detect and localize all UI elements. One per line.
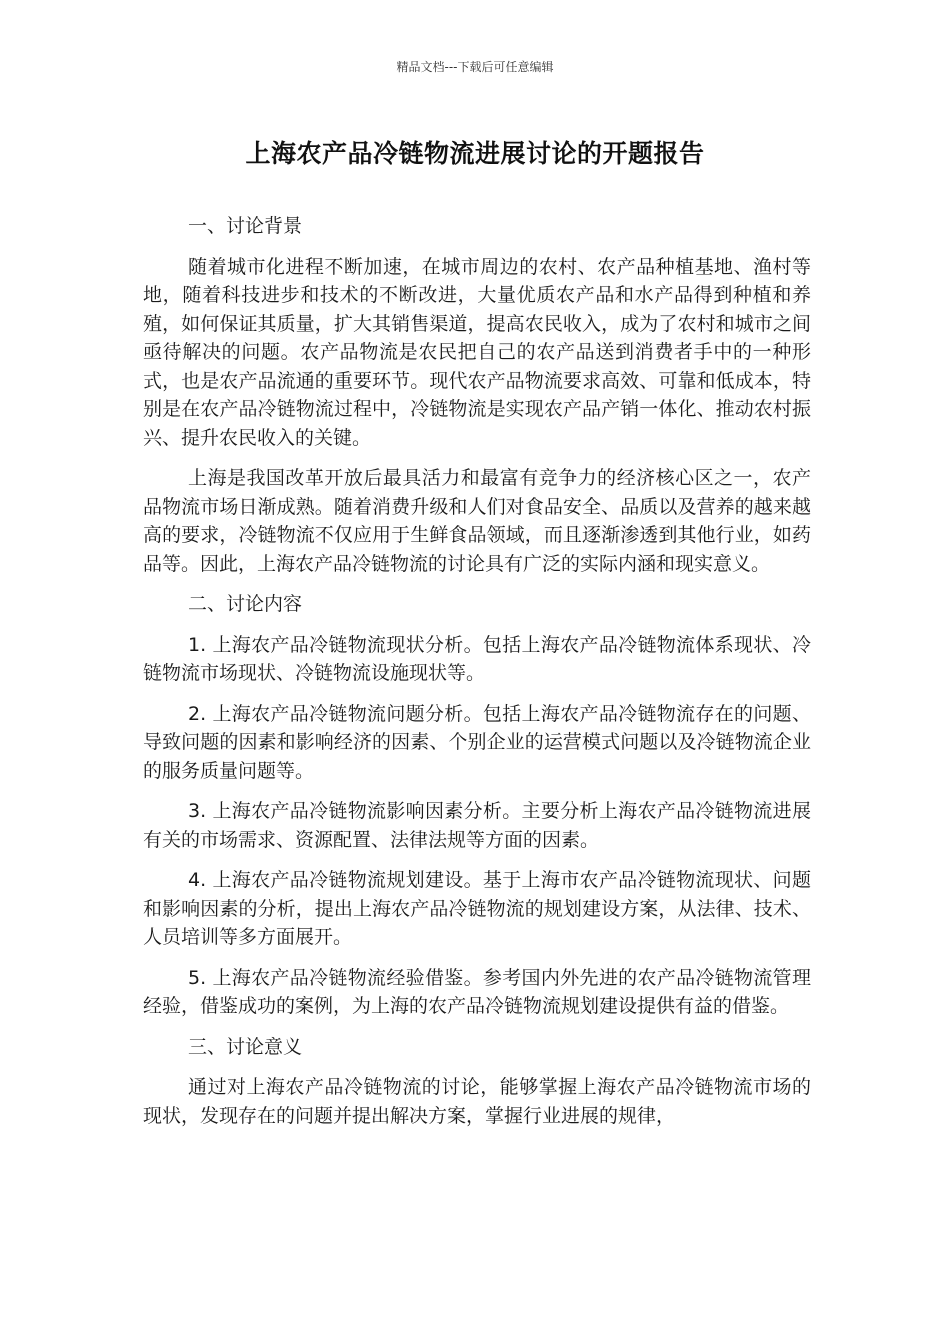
section-heading-background: 一、讨论背景 bbox=[188, 215, 303, 237]
paragraph: 上海是我国改革开放后最具活力和最富有竞争力的经济核心区之一，农产品物流市场日渐成熟。随着消费升级和人们对食品安全、品质以及营养的越来越高的要求，冷链物流不仅应用于生鲜食品领域，而且逐渐渗透到其他行业，如药品等。因此，上海农产品冷链物流的讨论具有广泛的实际内涵和现实意义。 bbox=[143, 467, 811, 575]
header-note: 精品文档---下载后可任意编辑 bbox=[396, 60, 554, 74]
list-item-paragraph: 2. 上海农产品冷链物流问题分析。包括上海农产品冷链物流存在的问题、导致问题的因素和影响经济的因素、个别企业的运营模式问题以及冷链物流企业的服务质量问题等。 bbox=[143, 702, 811, 782]
list-item-paragraph: 4. 上海农产品冷链物流规划建设。基于上海市农产品冷链物流现状、问题和影响因素的分析，提出上海农产品冷链物流的规划建设方案，从法律、技术、人员培训等多方面展开。 bbox=[143, 869, 811, 948]
list-item-paragraph: 3. 上海农产品冷链物流影响因素分析。主要分析上海农产品冷链物流进展有关的市场需求、资源配置、法律法规等方面的因素。 bbox=[143, 800, 811, 851]
list-item-paragraph: 1. 上海农产品冷链物流现状分析。包括上海农产品冷链物流体系现状、冷链物流市场现状、冷链物流设施现状等。 bbox=[143, 633, 811, 684]
document-title: 上海农产品冷链物流进展讨论的开题报告 bbox=[245, 139, 705, 168]
paragraph: 随着城市化进程不断加速，在城市周边的农村、农产品种植基地、渔村等地，随着科技进步和技术的不断改进，大量优质农产品和水产品得到种植和养殖，如何保证其质量，扩大其销售渠道，提高农民收入，成为了农村和城市之间亟待解决的问题。农产品物流是农民把自己的农产品送到消费者手中的一种形式，也是农产品流通的重要环节。现代农产品物流要求高效、可靠和低成本，特别是在农产品冷链物流过程中，冷链物流是实现农产品产销一体化、推动农村振兴、提升农民收入的关键。 bbox=[143, 255, 811, 449]
list-item-paragraph: 5. 上海农产品冷链物流经验借鉴。参考国内外先进的农产品冷链物流管理经验，借鉴成功的案例，为上海的农产品冷链物流规划建设提供有益的借鉴。 bbox=[143, 966, 811, 1017]
section-heading-content: 二、讨论内容 bbox=[188, 593, 303, 615]
document-body bbox=[143, 212, 811, 1142]
paragraph: 通过对上海农产品冷链物流的讨论，能够掌握上海农产品冷链物流市场的现状，发现存在的问题并提出解决方案，掌握行业进展的规律， bbox=[143, 1076, 811, 1127]
section-heading-significance: 三、讨论意义 bbox=[188, 1035, 303, 1058]
